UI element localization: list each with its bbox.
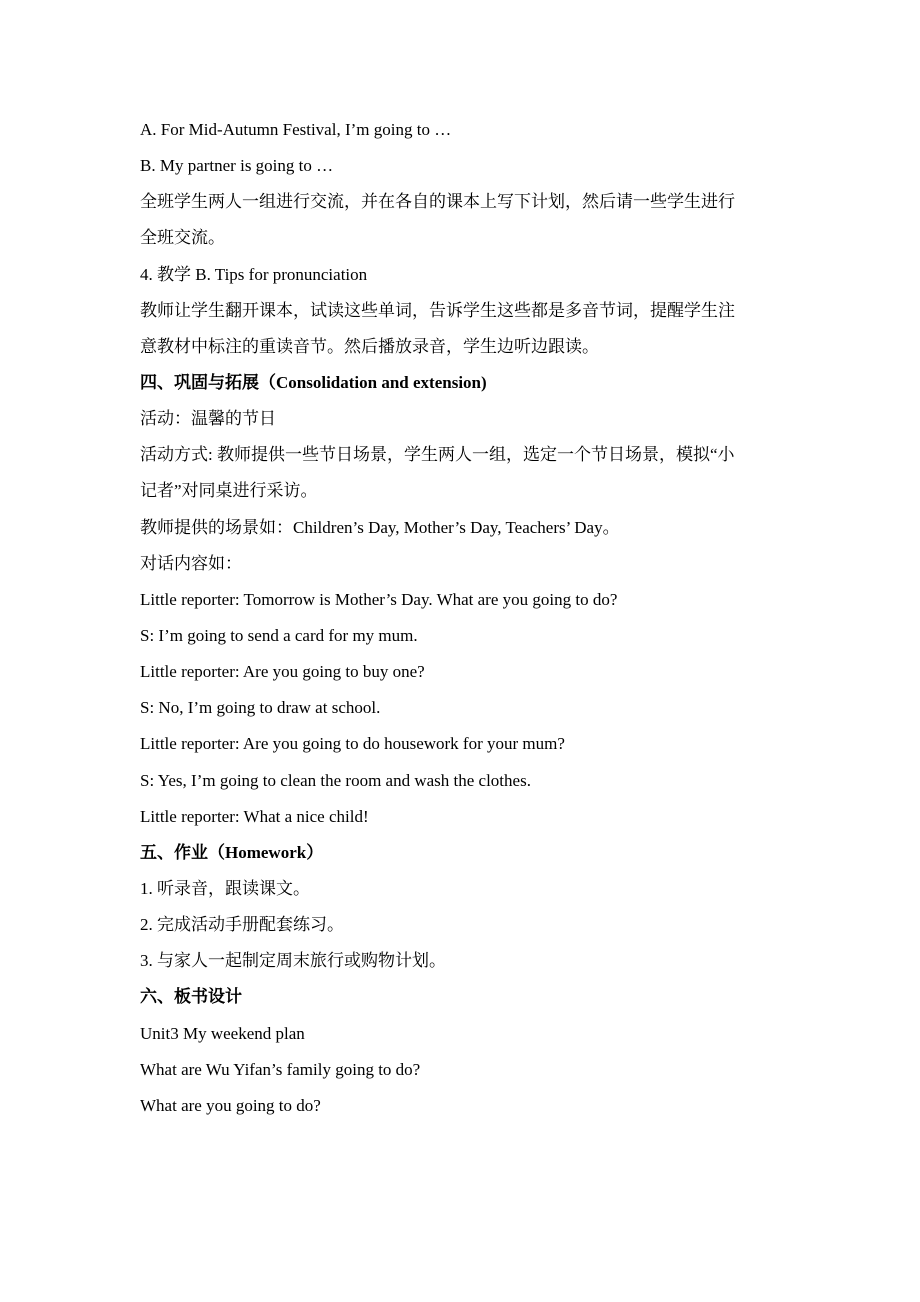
homework-item: 2. 完成活动手册配套练习。 [140,915,344,935]
board-design-line: Unit3 My weekend plan [140,1023,305,1043]
step-4-line: 4. 教学 B. Tips for pronunciation [140,264,368,284]
activity-title-line: 活动：温馨的节日 [140,409,276,429]
homework-item: 1. 听录音，跟读课文。 [140,878,310,898]
homework-item: 3. 与家人一起制定周末旅行或购物计划。 [140,951,446,971]
section-heading-homework: 五、作业（Homework） [140,842,324,862]
option-a-line: A. For Mid-Autumn Festival, I’m going to … [140,120,452,139]
paragraph-line: 全班学生两人一组进行交流，并在各自的课本上写下计划，然后请一些学生进行 [140,192,735,212]
paragraph-line: 全班交流。 [140,228,225,248]
option-b-line: B. My partner is going to … [140,156,334,176]
scenarios-line: 教师提供的场景如：Children’s Day, Mother’s Day, Teachers’ Day。 [140,517,620,537]
dialogue-line: Little reporter: Tomorrow is Mother’s Day. What are you going to do? [140,589,618,609]
activity-method-line: 活动方式: 教师提供一些节日场景，学生两人一组，选定一个节日场景，模拟“小 [140,445,735,465]
paragraph-line: 意教材中标注的重读音节。然后播放录音，学生边听边跟读。 [140,336,599,356]
document-page [140,112,785,1124]
dialogue-line: Little reporter: What a nice child! [140,806,369,826]
section-heading-board-design: 六、板书设计 [140,987,242,1007]
dialogue-intro-line: 对话内容如： [140,553,242,573]
activity-method-line: 记者”对同桌进行采访。 [140,481,318,501]
dialogue-line: S: Yes, I’m going to clean the room and wash the clothes. [140,770,531,790]
dialogue-line: Little reporter: Are you going to buy one? [140,662,425,682]
paragraph-line: 教师让学生翻开课本，试读这些单词，告诉学生这些都是多音节词，提醒学生注 [140,300,735,320]
dialogue-line: Little reporter: Are you going to do housework for your mum? [140,734,565,754]
dialogue-line: S: No, I’m going to draw at school. [140,698,381,718]
board-design-line: What are you going to do? [140,1095,321,1115]
dialogue-line: S: I’m going to send a card for my mum. [140,625,418,645]
board-design-line: What are Wu Yifan’s family going to do? [140,1059,421,1079]
section-heading-consolidation: 四、巩固与拓展（Consolidation and extension) [140,372,487,392]
